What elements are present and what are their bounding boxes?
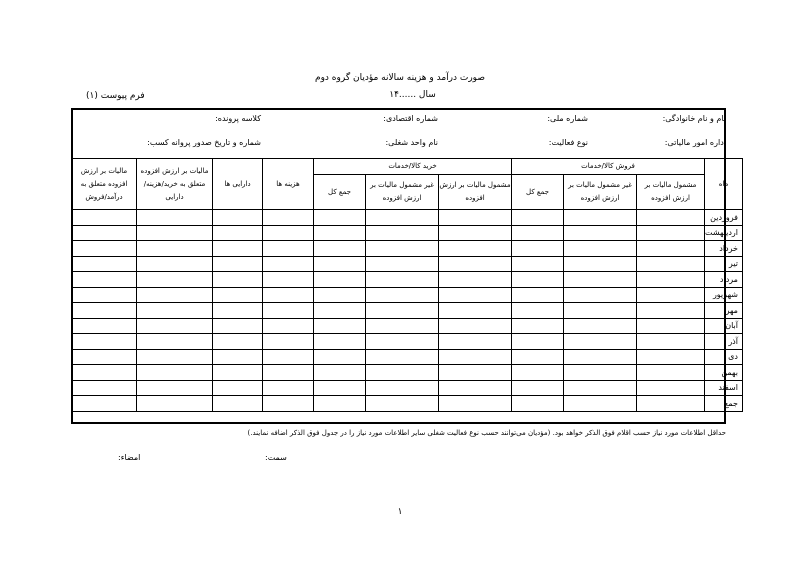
table-cell[interactable] [263,396,314,412]
table-cell[interactable] [213,380,263,396]
table-cell[interactable] [439,334,512,350]
table-cell[interactable] [72,241,137,257]
table-cell[interactable] [366,396,439,412]
sales-nonvat-header: غیر مشمول مالیات بر ارزش افزوده [564,175,637,210]
table-cell[interactable] [213,225,263,241]
table-cell[interactable] [366,334,439,350]
position-label: سمت: [265,453,287,462]
table-cell[interactable] [439,303,512,319]
table-cell[interactable] [366,272,439,288]
table-cell[interactable] [512,380,564,396]
table-cell[interactable] [439,287,512,303]
table-cell[interactable] [213,272,263,288]
table-row [72,272,743,288]
table-cell[interactable] [263,334,314,350]
table-cell[interactable] [366,287,439,303]
purchase-group-header: خرید کالا/خدمات [314,159,512,175]
table-cell[interactable] [564,272,637,288]
table-cell[interactable] [564,380,637,396]
table-cell[interactable] [512,210,564,226]
table-cell[interactable] [137,225,213,241]
table-row [72,210,743,226]
table-cell[interactable] [366,365,439,381]
table-cell[interactable] [512,365,564,381]
table-cell[interactable] [637,241,705,257]
table-cell[interactable] [314,380,366,396]
table-cell[interactable] [314,225,366,241]
table-cell[interactable] [137,365,213,381]
table-cell[interactable] [72,287,137,303]
table-cell[interactable] [366,318,439,334]
table-cell[interactable] [366,210,439,226]
table-cell[interactable] [512,241,564,257]
table-cell[interactable] [314,287,366,303]
table-cell[interactable] [263,365,314,381]
table-cell[interactable] [314,256,366,272]
table-cell[interactable] [637,303,705,319]
month-label: مهر [705,303,743,319]
table-cell[interactable] [314,349,366,365]
month-label: شهریور [705,287,743,303]
table-cell[interactable] [637,365,705,381]
table-cell[interactable] [564,225,637,241]
table-cell[interactable] [213,349,263,365]
table-cell[interactable] [564,256,637,272]
table-row [72,256,743,272]
expenses-header: هزینه ها [263,159,314,210]
table-cell[interactable] [637,225,705,241]
table-cell[interactable] [512,349,564,365]
table-cell[interactable] [137,210,213,226]
income-expense-table [71,158,743,412]
table-cell[interactable] [512,334,564,350]
table-cell[interactable] [512,272,564,288]
month-label: اردیبهشت [705,225,743,241]
month-label: خرداد [705,241,743,257]
table-cell[interactable] [213,287,263,303]
table-row [72,287,743,303]
table-row [72,365,743,381]
month-rows [72,210,743,412]
sales-total-header: جمع کل [512,175,564,210]
table-cell[interactable] [263,210,314,226]
table-cell[interactable] [137,318,213,334]
tax-office-label: اداره امور مالیاتی: [664,138,726,147]
table-cell[interactable] [72,349,137,365]
table-cell[interactable] [366,380,439,396]
table-cell[interactable] [72,380,137,396]
table-cell[interactable] [213,210,263,226]
table-cell[interactable] [512,256,564,272]
table-cell[interactable] [263,303,314,319]
table-cell[interactable] [263,287,314,303]
table-cell[interactable] [137,396,213,412]
table-cell[interactable] [512,318,564,334]
table-cell[interactable] [637,349,705,365]
table-cell[interactable] [512,396,564,412]
table-row [72,380,743,396]
table-cell[interactable] [439,365,512,381]
table-cell[interactable] [137,241,213,257]
table-cell[interactable] [439,210,512,226]
page-number: ۱ [397,507,403,517]
month-header: ماه [705,159,743,210]
table-cell[interactable] [637,318,705,334]
table-cell[interactable] [137,380,213,396]
table-cell[interactable] [366,241,439,257]
table-cell[interactable] [366,303,439,319]
table-cell[interactable] [263,318,314,334]
table-cell[interactable] [314,303,366,319]
month-label: آذر [705,334,743,350]
table-cell[interactable] [512,287,564,303]
table-cell[interactable] [213,318,263,334]
table-cell[interactable] [314,318,366,334]
table-cell[interactable] [314,365,366,381]
month-label: اسفند [705,380,743,396]
table-cell[interactable] [213,256,263,272]
purchase-vat-header: مشمول مالیات بر ارزش افزوده [439,175,512,210]
month-label: بهمن [705,365,743,381]
year-label: سال ......۱۴ [389,90,436,100]
table-row [72,225,743,241]
table-cell[interactable] [137,303,213,319]
table-cell[interactable] [512,225,564,241]
license-label: شماره و تاریخ صدور پروانه کسب: [147,138,261,147]
table-row [72,334,743,350]
table-cell[interactable] [439,396,512,412]
table-cell[interactable] [637,396,705,412]
table-cell[interactable] [314,210,366,226]
sales-group-header: فروش کالا/خدمات [512,159,705,175]
table-cell[interactable] [564,318,637,334]
table-cell[interactable] [137,349,213,365]
table-cell[interactable] [72,365,137,381]
table-cell[interactable] [366,225,439,241]
purchase-total-header: جمع کل [314,175,366,210]
table-cell[interactable] [72,210,137,226]
national-id-label: شماره ملی: [547,114,588,123]
table-cell[interactable] [137,287,213,303]
table-cell[interactable] [439,349,512,365]
table-cell[interactable] [213,396,263,412]
file-class-label: کلاسه پرونده: [215,114,261,123]
month-label: دی [705,349,743,365]
table-cell[interactable] [564,241,637,257]
table-cell[interactable] [564,365,637,381]
table-row [72,318,743,334]
table-cell[interactable] [637,380,705,396]
table-cell[interactable] [263,241,314,257]
table-cell[interactable] [637,287,705,303]
name-field-label: نام و نام خانوادگی: [662,114,726,123]
table-cell[interactable] [137,256,213,272]
activity-type-label: نوع فعالیت: [548,138,588,147]
table-row [72,241,743,257]
table-row [72,349,743,365]
month-label: تیر [705,256,743,272]
document-title: صورت درآمد و هزینه سالانه مؤدیان گروه دوم [315,73,485,83]
table-cell[interactable] [72,225,137,241]
table-cell[interactable] [72,272,137,288]
purchase-nonvat-header: غیر مشمول مالیات بر ارزش افزوده [366,175,439,210]
table-cell[interactable] [263,380,314,396]
table-cell[interactable] [72,303,137,319]
month-label: جمع [705,396,743,412]
table-cell[interactable] [439,256,512,272]
table-cell[interactable] [637,210,705,226]
signature-label: امضاء: [118,453,141,462]
footnote: حداقل اطلاعات مورد نیاز حسب اقلام فوق الذکر خواهد بود. (مؤدیان می‌توانند حسب نوع فعالیت شغلی سایر اطلاعات مورد نیاز را در جدول فوق الذکر اضافه نمایند.) [247,429,726,437]
table-cell[interactable] [564,287,637,303]
table-cell[interactable] [213,303,263,319]
table-cell[interactable] [72,318,137,334]
table-cell[interactable] [213,365,263,381]
table-cell[interactable] [439,380,512,396]
table-cell[interactable] [564,396,637,412]
table-cell[interactable] [314,272,366,288]
table-cell[interactable] [263,349,314,365]
table-cell[interactable] [366,256,439,272]
table-cell[interactable] [564,349,637,365]
table-cell[interactable] [512,303,564,319]
table-cell[interactable] [72,256,137,272]
table-cell[interactable] [564,334,637,350]
table-cell[interactable] [137,272,213,288]
table-cell[interactable] [213,241,263,257]
table-cell[interactable] [564,303,637,319]
table-cell[interactable] [72,396,137,412]
table-cell[interactable] [439,241,512,257]
assets-header: دارایی ها [213,159,263,210]
table-cell[interactable] [637,334,705,350]
table-cell[interactable] [137,334,213,350]
table-cell[interactable] [263,256,314,272]
table-cell[interactable] [263,272,314,288]
table-cell[interactable] [213,334,263,350]
month-label: آبان [705,318,743,334]
month-label: مرداد [705,272,743,288]
table-cell[interactable] [72,334,137,350]
vat-sales-header: مالیات بر ارزش افزوده متعلق به درآمد/فروش [72,159,137,210]
table-cell[interactable] [439,272,512,288]
table-cell[interactable] [314,334,366,350]
table-cell[interactable] [439,318,512,334]
table-cell[interactable] [263,225,314,241]
business-unit-label: نام واحد شغلی: [385,138,438,147]
table-cell[interactable] [314,241,366,257]
table-cell[interactable] [439,225,512,241]
table-row [72,396,743,412]
table-cell[interactable] [637,256,705,272]
table-row [72,303,743,319]
month-label: فروردین [705,210,743,226]
economic-code-label: شماره اقتصادی: [383,114,438,123]
sales-vat-header: مشمول مالیات بر ارزش افزوده [637,175,705,210]
table-cell[interactable] [314,396,366,412]
form-attachment-label: فرم پیوست (۱) [86,91,145,101]
table-cell[interactable] [366,349,439,365]
vat-purchase-header: مالیات بر ارزش افزوده متعلق به خرید/هزینه/دارایی [137,159,213,210]
table-cell[interactable] [564,210,637,226]
table-cell[interactable] [637,272,705,288]
